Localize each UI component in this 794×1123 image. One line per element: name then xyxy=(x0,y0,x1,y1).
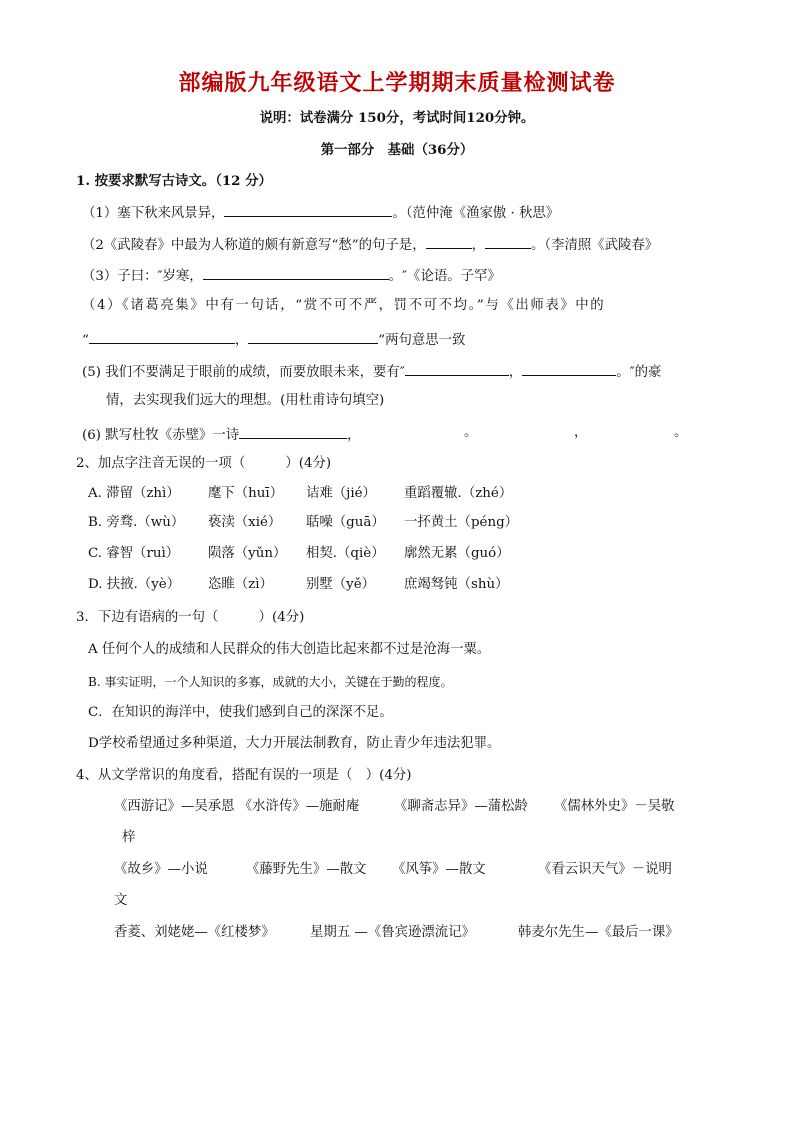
q1-item-6 xyxy=(82,424,361,445)
answer-blank[interactable] xyxy=(248,329,378,344)
answer-blank[interactable] xyxy=(426,234,472,249)
q1-6-stop-1: 。 xyxy=(464,425,478,440)
q2-option-b xyxy=(88,514,518,532)
answer-blank[interactable] xyxy=(89,329,235,344)
q1-item-4-cont xyxy=(82,329,465,350)
answer-blank[interactable] xyxy=(224,202,392,217)
q2-a-3: 诘难（jié） xyxy=(306,486,376,501)
q1-item-5 xyxy=(82,361,661,382)
q2-option-d xyxy=(88,576,508,594)
q1-4-tail: ”两句意思一致 xyxy=(378,333,466,348)
q1-item-3 xyxy=(82,265,501,286)
q1-1-source: 。（范仲淹《渔家傲 · 秋思》 xyxy=(392,206,560,221)
q1-item-5-cont: 情，去实现我们远大的理想。(用杜甫诗句填空) xyxy=(106,393,385,408)
q1-2-sep: ， xyxy=(471,238,485,253)
answer-blank[interactable] xyxy=(485,234,531,249)
q1-4-sep: ， xyxy=(234,333,249,348)
q1-5-tail: 。″的豪 xyxy=(616,365,662,380)
q1-3-text: （3）子曰：″岁寒， xyxy=(82,269,203,284)
q4-heading: 4、从文学常识的角度看，搭配有误的一项是（ ）(4分) xyxy=(76,768,412,783)
q3-option-d: D学校希望通过多种渠道，大力开展法制教育，防止青少年违法犯罪。 xyxy=(88,736,501,751)
q4-option-a-part3: 《儒林外史》－吴敬 xyxy=(554,799,675,814)
q4-option-c-part1: 香菱、刘姥姥—《红楼梦》 xyxy=(114,925,275,940)
part-heading: 第一部分 基础（36分） xyxy=(320,142,474,158)
answer-blank[interactable] xyxy=(239,424,347,439)
q2-b-1: B. 旁骛.（wù） xyxy=(88,515,185,530)
q1-4-quote-open: “ xyxy=(82,333,89,348)
answer-blank[interactable] xyxy=(203,265,389,280)
answer-blank[interactable] xyxy=(522,361,616,376)
q1-5-sep: ， xyxy=(508,365,523,380)
q4-option-a-part1: 《西游记》—吴承恩 《水浒传》—施耐庵 xyxy=(114,799,360,814)
q2-a-2: 麾下（huī） xyxy=(208,486,284,501)
q3-option-c: C．在知识的海洋中，使我们感到自己的深深不足。 xyxy=(88,705,393,720)
q2-c-4: 廓然无累（guó） xyxy=(404,546,510,561)
q3-heading: 3．下边有语病的一句（ ）(4分) xyxy=(76,610,305,625)
exam-title: 部编版九年级语文上学期期末质量检测试卷 xyxy=(178,71,616,96)
q2-option-a xyxy=(88,485,512,503)
q1-6-stop-2: 。 xyxy=(674,425,688,440)
q1-2-text: （2《武陵春》中最为人称道的颇有新意写“愁”的句子是， xyxy=(82,238,426,253)
q4-option-b-wrap: 文 xyxy=(114,893,128,908)
q4-option-c-part3: 韩麦尔先生—《最后一课》 xyxy=(518,925,679,940)
q1-2-source: 。（李清照《武陵春》 xyxy=(530,238,659,253)
q1-5-text: (5) 我们不要满足于眼前的成绩，而要放眼未来，要有″ xyxy=(82,365,405,380)
q2-b-2: 亵渎（xié） xyxy=(208,515,282,530)
q4-option-a-wrap: 梓 xyxy=(122,830,136,845)
q2-d-3: 别墅（yě） xyxy=(306,577,376,592)
exam-instructions: 说明：试卷满分 150分，考试时间120分钟。 xyxy=(259,110,535,126)
q2-b-4: 一抔黄土（péng） xyxy=(404,515,519,530)
q2-c-2: 陨落（yǔn） xyxy=(208,546,287,561)
q2-c-3: 相契.（qiè） xyxy=(306,546,385,561)
q2-b-3: 聒噪（guā） xyxy=(306,515,385,530)
q1-6-comma-2: ， xyxy=(574,425,588,440)
q1-1-text: （1）塞下秋来风景异， xyxy=(82,206,225,221)
q4-option-c-part2: 星期五 —《鲁宾逊漂流记》 xyxy=(310,925,475,940)
q4-option-a-part2: 《聊斋志异》—蒲松龄 xyxy=(394,799,528,814)
q4-option-b-part4: 《看云识天气》－说明 xyxy=(538,862,672,877)
q1-item-4: （4）《诸葛亮集》中有一句话，“赏不可不严，罚不可不均。”与《出师表》中的 xyxy=(82,298,606,313)
q4-option-b-part3: 《风筝》—散文 xyxy=(392,862,486,877)
q2-a-4: 重蹈覆辙.（zhé） xyxy=(404,486,513,501)
q2-a-1: A. 滞留（zhì） xyxy=(88,486,180,501)
answer-blank[interactable] xyxy=(405,361,509,376)
q1-heading: 1. 按要求默写古诗文。（12 分） xyxy=(76,173,272,189)
q2-option-c xyxy=(88,545,510,563)
q2-d-4: 庶竭驽钝（shù） xyxy=(404,577,509,592)
q2-d-2: 恣睢（zì） xyxy=(208,577,273,592)
q2-d-1: D. 扶掖.（yè） xyxy=(88,577,181,592)
q1-6-sep: ， xyxy=(347,428,361,443)
q1-item-2 xyxy=(82,234,658,255)
q4-option-b-part2: 《藤野先生》—散文 xyxy=(246,862,367,877)
q2-heading: 2、加点字注音无误的一项（ ）(4分) xyxy=(76,456,332,471)
q2-c-1: C. 睿智（ruì） xyxy=(88,546,180,561)
q4-option-b-part1: 《故乡》—小说 xyxy=(114,862,208,877)
q3-option-b: B. 事实证明，一个人知识的多寡，成就的大小，关键在于勤的程度。 xyxy=(88,675,453,689)
q1-6-text: (6) 默写杜牧《赤壁》一诗 xyxy=(82,428,240,443)
q3-option-a: A 任何个人的成绩和人民群众的伟大创造比起来都不过是沧海一粟。 xyxy=(88,642,491,657)
q1-3-source: 。″《论语。子罕》 xyxy=(388,269,501,284)
q1-item-1 xyxy=(82,202,559,223)
